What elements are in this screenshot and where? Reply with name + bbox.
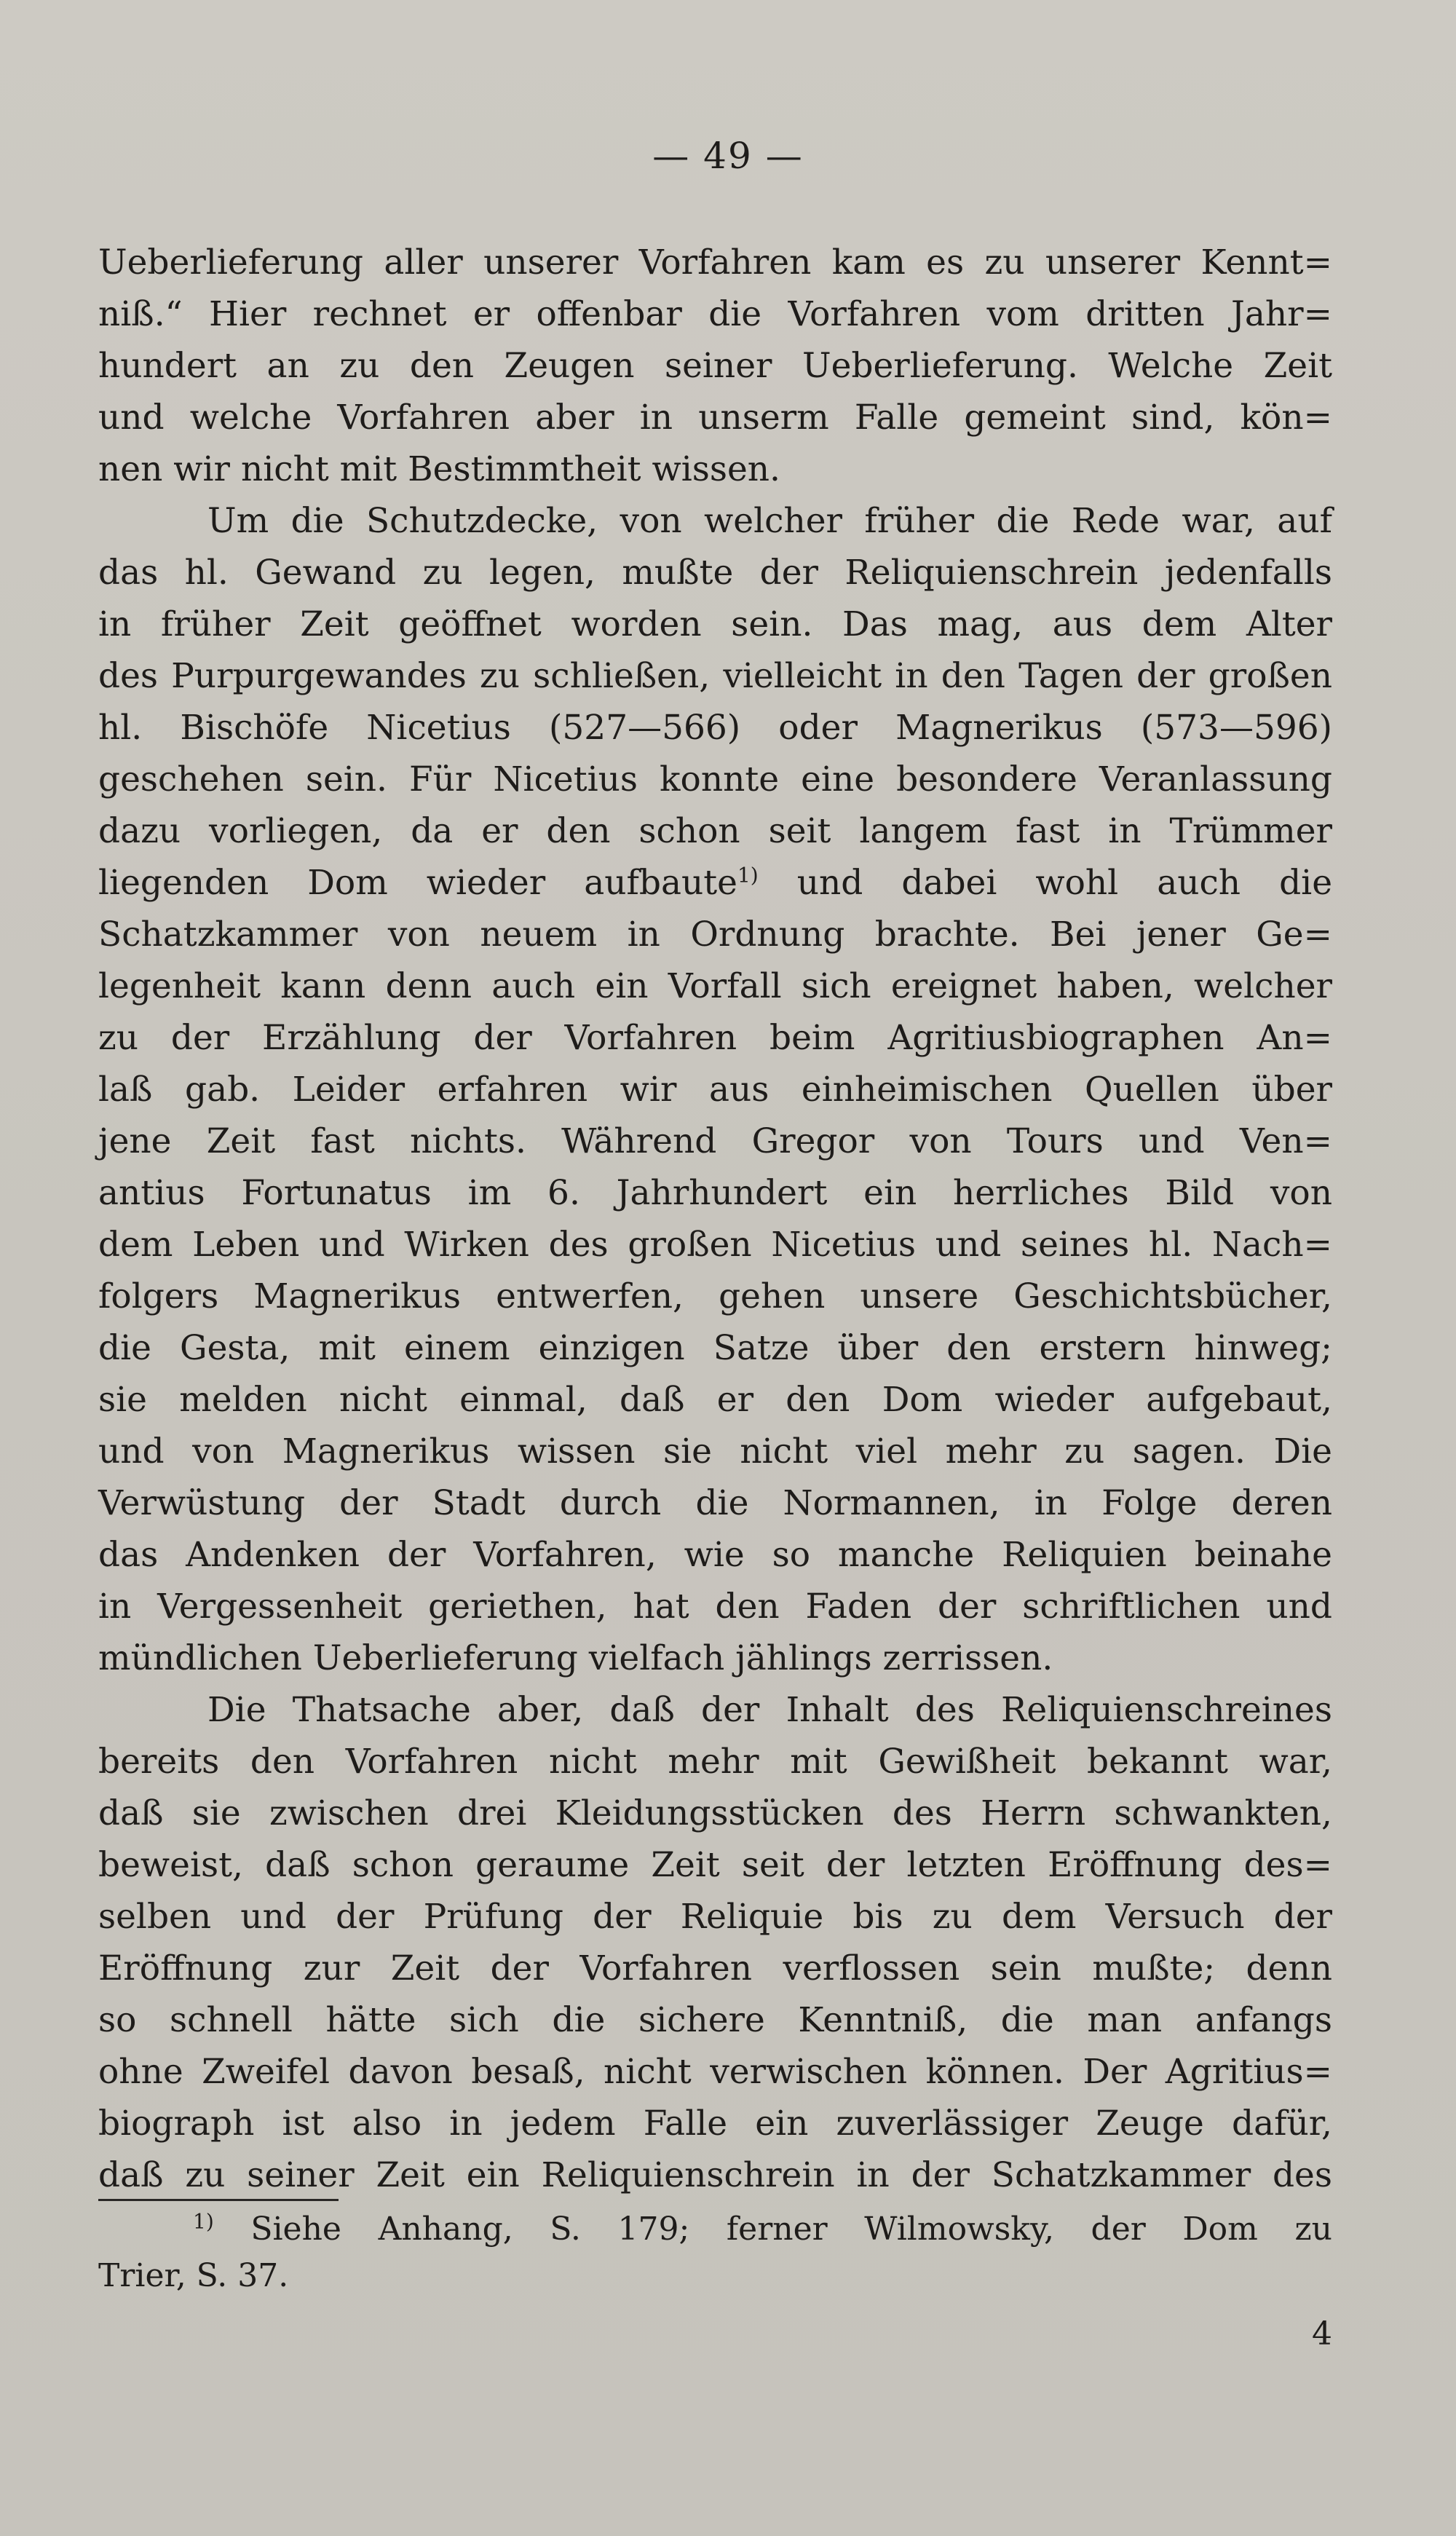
text-line: ohne Zweifel davon besaß, nicht verwischen können. Der Agritius= — [98, 2052, 1332, 2092]
text-line: Eröffnung zur Zeit der Vorfahren verflossen sein mußte; denn — [98, 1948, 1332, 1988]
body-text — [98, 237, 1332, 2201]
text-line: Schatzkammer von neuem in Ordnung brachte. Bei jener Ge= — [98, 915, 1332, 955]
text-line: mündlichen Ueberlieferung vielfach jählings zerrissen. — [98, 1638, 1053, 1678]
footnote-line — [98, 2206, 1332, 2253]
text-line: dem Leben und Wirken des großen Nicetius und seines hl. Nach= — [98, 1225, 1332, 1265]
text-line: zu der Erzählung der Vorfahren beim Agritiusbiographen An= — [98, 1018, 1332, 1058]
text-line: das Andenken der Vorfahren, wie so manche Reliquien beinahe — [98, 1535, 1332, 1575]
text-line: nen wir nicht mit Bestimmtheit wissen. — [98, 449, 780, 489]
signature-mark: 4 — [1312, 2315, 1332, 2353]
text-line: geschehen sein. Für Nicetius konnte eine besondere Veranlassung — [98, 759, 1332, 799]
text-line: bereits den Vorfahren nicht mehr mit Gewißheit bekannt war, — [98, 1742, 1332, 1782]
text-line: das hl. Gewand zu legen, mußte der Reliquienschrein jedenfalls — [98, 553, 1332, 593]
text-line: laß gab. Leider erfahren wir aus einheimischen Quellen über — [98, 1070, 1332, 1110]
footnote-marker: 1) — [193, 2209, 214, 2234]
text-line: jene Zeit fast nichts. Während Gregor von Tours und Ven= — [98, 1121, 1332, 1161]
text-line: in früher Zeit geöffnet worden sein. Das mag, aus dem Alter — [98, 604, 1332, 644]
text-line: daß zu seiner Zeit ein Reliquienschrein in der Schatzkammer des — [98, 2155, 1332, 2195]
text-line: antius Fortunatus im 6. Jahrhundert ein herrliches Bild von — [98, 1173, 1332, 1213]
footnote — [98, 2206, 1332, 2299]
text-line: hundert an zu den Zeugen seiner Ueberlieferung. Welche Zeit — [98, 346, 1332, 386]
text-line: Um die Schutzdecke, von welcher früher die Rede war, auf — [207, 501, 1332, 541]
text-line: legenheit kann denn auch ein Vorfall sich ereignet haben, welcher — [98, 966, 1332, 1006]
text-span: liegenden Dom wieder aufbaute — [98, 863, 737, 903]
text-line: hl. Bischöfe Nicetius (527—566) oder Magnerikus (573—596) — [98, 708, 1332, 748]
text-line: niß.“ Hier rechnet er offenbar die Vorfahren vom dritten Jahr= — [98, 294, 1332, 334]
text-line: und von Magnerikus wissen sie nicht viel mehr zu sagen. Die — [98, 1431, 1332, 1472]
footnote-reference: 1) — [737, 863, 759, 888]
page-number: — 49 — — [652, 135, 804, 177]
text-line: und welche Vorfahren aber in unserm Falle gemeint sind, kön= — [98, 398, 1332, 438]
text-line: selben und der Prüfung der Reliquie bis zu dem Versuch der — [98, 1897, 1332, 1937]
text-line: biograph ist also in jedem Falle ein zuverlässiger Zeuge dafür, — [98, 2104, 1332, 2144]
text-line: beweist, daß schon geraume Zeit seit der letzten Eröffnung des= — [98, 1845, 1332, 1885]
footnote-text: Siehe Anhang, S. 179; ferner Wilmowsky, der Dom zu — [250, 2211, 1332, 2248]
text-line: dazu vorliegen, da er den schon seit langem fast in Trümmer — [98, 811, 1332, 851]
text-line: Ueberlieferung aller unserer Vorfahren kam es zu unserer Kennt= — [98, 242, 1332, 283]
text-line: die Gesta, mit einem einzigen Satze über den erstern hinweg; — [98, 1328, 1332, 1368]
text-line-with-footnote-ref — [98, 857, 1332, 909]
footnote-line: Trier, S. 37. — [98, 2257, 289, 2294]
text-line: sie melden nicht einmal, daß er den Dom wieder aufgebaut, — [98, 1380, 1332, 1420]
text-line: Die Thatsache aber, daß der Inhalt des Reliquienschreines — [207, 1690, 1332, 1730]
text-line: so schnell hätte sich die sichere Kenntniß, die man anfangs — [98, 2000, 1332, 2040]
footnote-divider — [98, 2199, 339, 2201]
text-line: folgers Magnerikus entwerfen, gehen unsere Geschichtsbücher, — [98, 1276, 1332, 1316]
text-line: daß sie zwischen drei Kleidungsstücken des Herrn schwankten, — [98, 1793, 1332, 1833]
text-span: und dabei wohl auch die — [758, 863, 1333, 903]
text-line: des Purpurgewandes zu schließen, vielleicht in den Tagen der großen — [98, 656, 1332, 696]
text-line: Verwüstung der Stadt durch die Normannen, in Folge deren — [98, 1483, 1332, 1523]
text-line: in Vergessenheit geriethen, hat den Faden der schriftlichen und — [98, 1587, 1332, 1627]
